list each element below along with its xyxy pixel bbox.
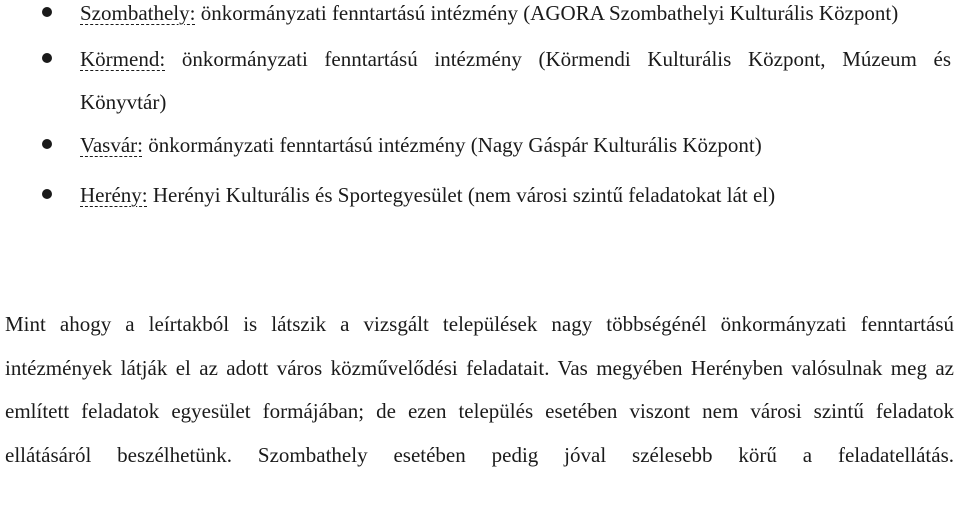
list-item-text: önkormányzati fenntartású intézmény (AGORA Szombathelyi Kulturális Központ) — [195, 1, 899, 25]
place-name: Körmend: — [80, 47, 166, 71]
list-item-szombathely — [0, 0, 959, 35]
body-paragraph: Mint ahogy a leírtakból is látszik a vizsgált települések nagy többségénél önkormányzati fenntartású intézmények látják el az adott város közművelődési feladatait. Vas megyében Herényben valósulnak meg az említett feladatok egyesület formájában; de ezen település esetében viszont nem városi szintű feladatok ellátásáról beszélhetünk. Szombathely esetében pedig jóval szélesebb körű a feladatellátás. — [5, 312, 954, 467]
list-item-hereny — [0, 174, 959, 217]
bullet-dot-icon — [42, 189, 52, 199]
place-name: Szombathely: — [80, 1, 196, 25]
list-item-kormend — [0, 38, 959, 124]
bullet-dot-icon — [42, 53, 52, 63]
bullet-dot-icon — [42, 7, 52, 17]
bullet-dot-icon — [42, 139, 52, 149]
bullet-list — [0, 0, 959, 217]
list-item-text: Herényi Kulturális és Sportegyesület (nem városi szintű feladatokat lát el) — [147, 183, 776, 207]
list-item-text: önkormányzati fenntartású intézmény (Nagy Gáspár Kulturális Központ) — [142, 133, 762, 157]
list-item-vasvar — [0, 124, 959, 167]
place-name: Vasvár: — [80, 133, 143, 157]
list-item-text: önkormányzati fenntartású intézmény (Körmendi Kulturális Központ, Múzeum és Könyvtár) — [80, 47, 951, 114]
place-name: Herény: — [80, 183, 148, 207]
